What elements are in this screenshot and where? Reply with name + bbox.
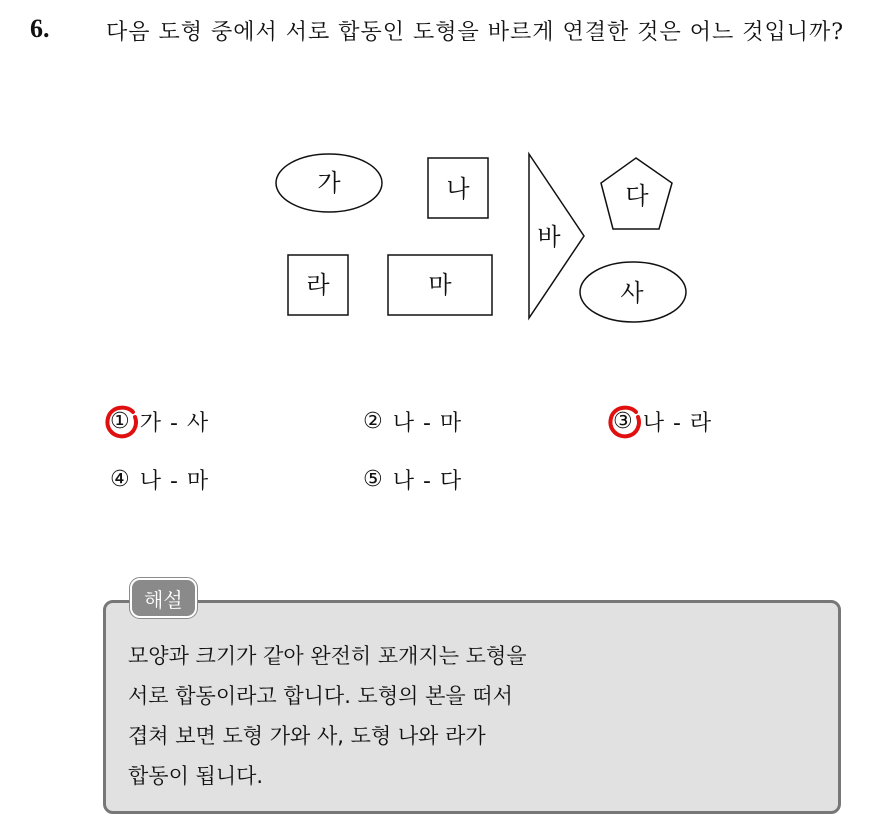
choice-4-label: 나 - 마	[139, 469, 210, 494]
shape-label-ma: 마	[428, 271, 452, 299]
choice-4-number: ④	[110, 467, 130, 492]
choice-1-number: ①	[110, 409, 130, 434]
explanation-text	[128, 636, 818, 796]
choice-5-label: 나 - 다	[392, 469, 463, 494]
question-number: 6.	[30, 14, 50, 43]
choice-2-number: ②	[363, 409, 383, 434]
choice-5-number: ⑤	[363, 467, 383, 492]
shape-label-ra: 라	[306, 271, 330, 299]
red-circle-mark-icon	[103, 403, 141, 441]
explanation-line: 서로 합동이라고 합니다. 도형의 본을 떠서	[128, 684, 513, 708]
explanation-badge: 해설	[130, 578, 197, 618]
choice-3-number: ③	[613, 409, 633, 434]
shape-label-na: 나	[446, 175, 470, 203]
shape-label-ga: 가	[317, 169, 341, 197]
choice-1[interactable]	[110, 406, 209, 437]
choice-2[interactable]	[363, 406, 462, 437]
choice-5[interactable]	[363, 464, 462, 495]
shape-label-ba: 바	[537, 223, 561, 251]
choice-2-label: 나 - 마	[392, 411, 463, 436]
choice-3[interactable]	[613, 406, 712, 437]
explanation-line: 모양과 크기가 같아 완전히 포개지는 도형을	[128, 644, 527, 668]
choice-3-label: 나 - 라	[642, 411, 713, 436]
choice-1-label: 가 - 사	[139, 411, 210, 436]
red-circle-mark-icon	[606, 403, 644, 441]
explanation-line: 겹쳐 보면 도형 가와 사, 도형 나와 라가	[128, 724, 486, 748]
explanation-line: 합동이 됩니다.	[128, 764, 264, 788]
choice-4[interactable]	[110, 464, 209, 495]
shape-label-sa: 사	[620, 279, 644, 307]
question-text: 다음 도형 중에서 서로 합동인 도형을 바르게 연결한 것은 어느 것입니까?	[106, 20, 845, 45]
shape-label-da: 다	[625, 182, 649, 210]
